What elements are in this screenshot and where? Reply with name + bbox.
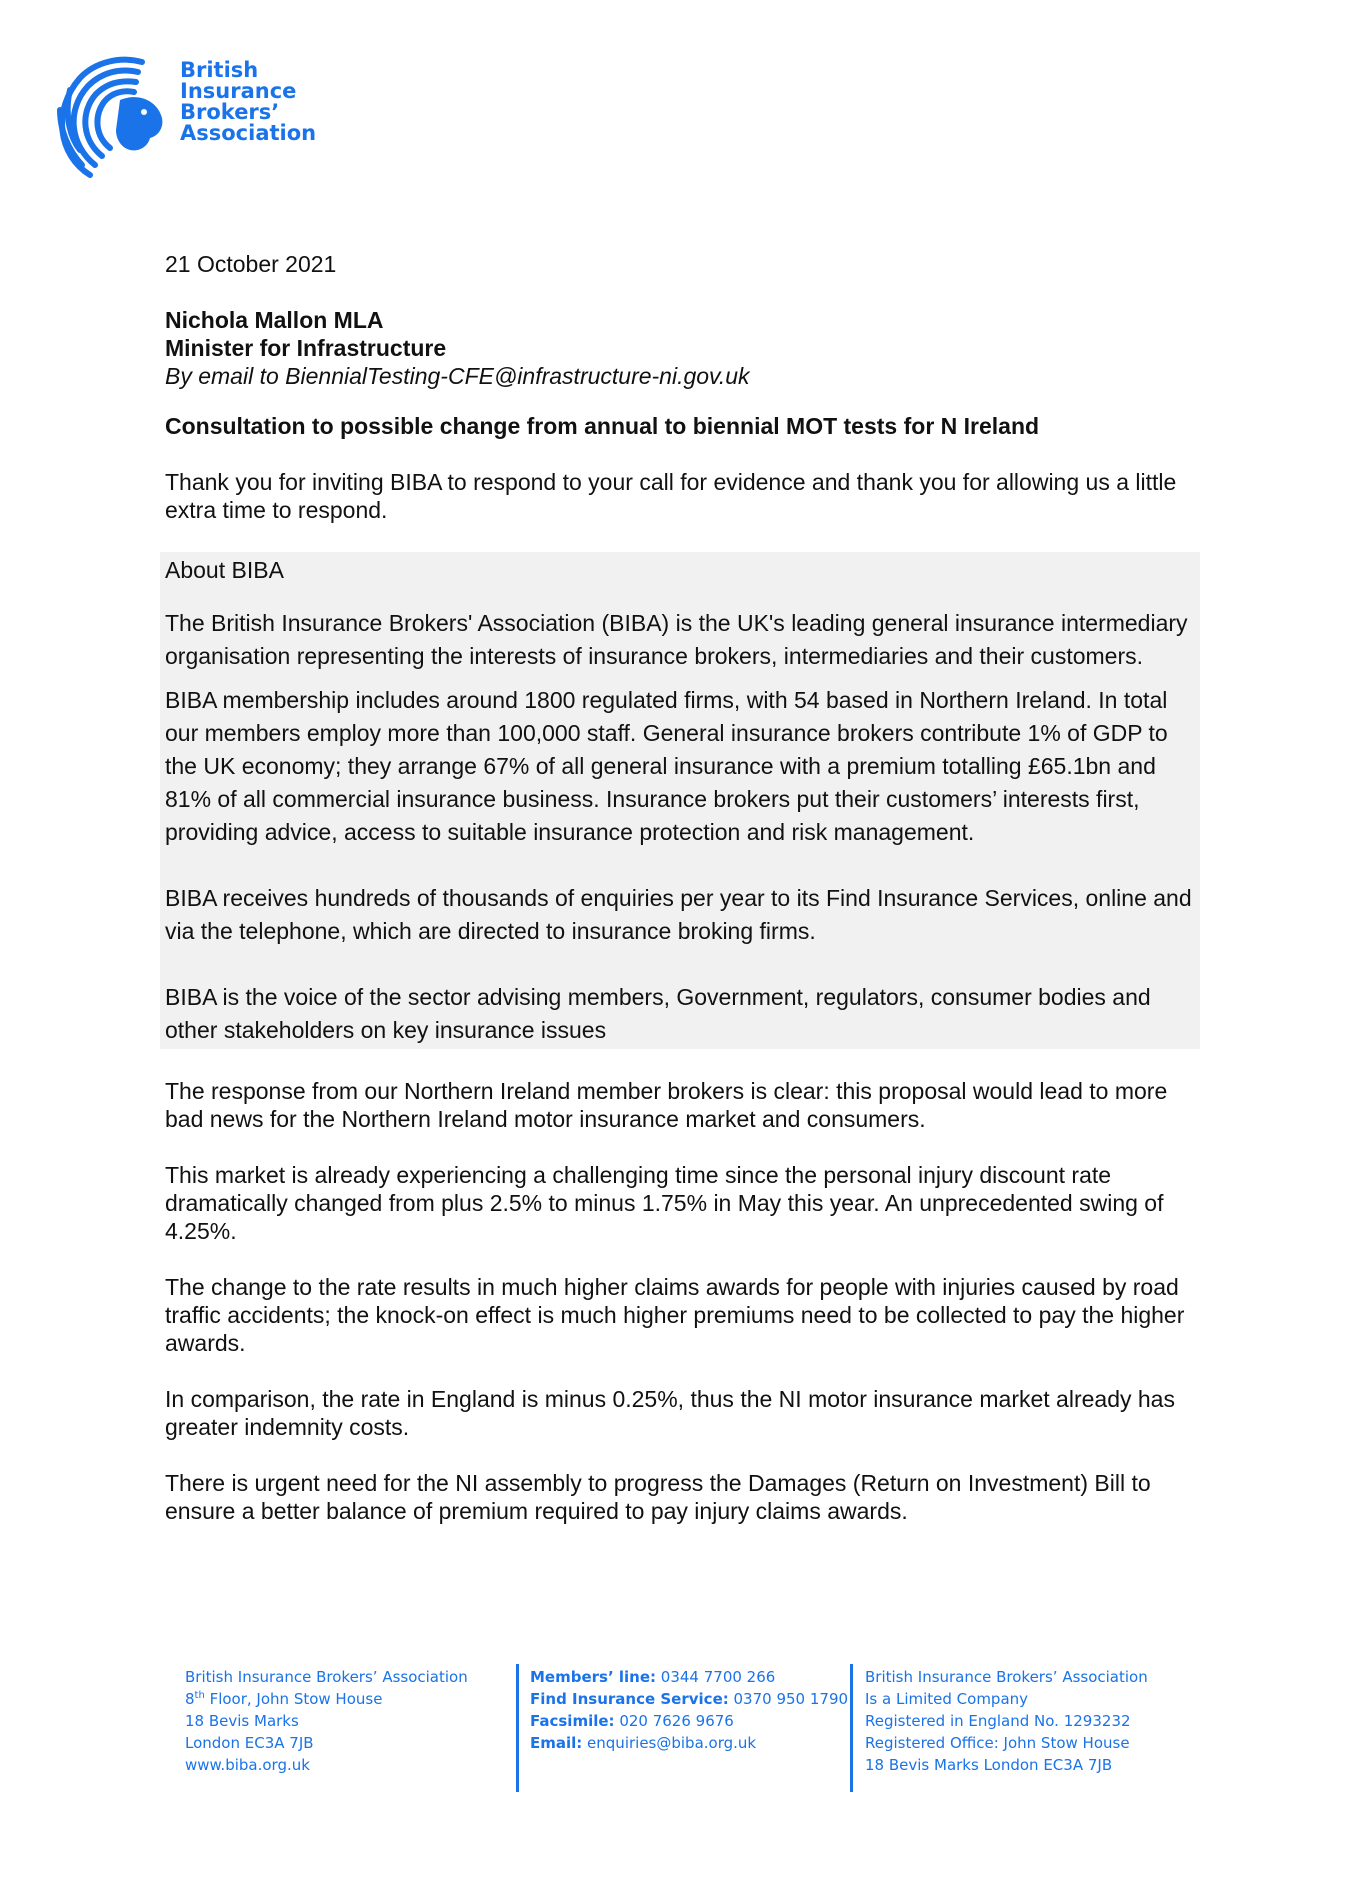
delivery-line: By email to BiennialTesting-CFE@infrastructure-ni.gov.uk [165, 363, 750, 389]
footer-address [185, 1666, 468, 1776]
about-paragraph: The British Insurance Brokers' Association (BIBA) is the UK's leading general insurance intermediary organisation representing the interests of insurance brokers, intermediaries and their customers. [165, 610, 1188, 669]
floor-number: 8 [185, 1690, 195, 1708]
letter-subject: Consultation to possible change from annual to biennial MOT tests for N Ireland [165, 413, 1040, 439]
footer-line: 18 Bevis Marks London EC3A 7JB [865, 1756, 1113, 1774]
footer-line: British Insurance Brokers’ Association [185, 1668, 468, 1686]
floor-rest: Floor, John Stow House [204, 1690, 383, 1708]
about-heading: About BIBA [165, 557, 284, 583]
footer-line [530, 1710, 848, 1732]
logo-line: Brokers’ [180, 100, 280, 124]
recipient-title: Minister for Infrastructure [165, 335, 447, 361]
footer-contacts [530, 1666, 848, 1754]
about-paragraph: BIBA receives hundreds of thousands of enquiries per year to its Find Insurance Services, online and via the telephone, which are directed to insurance broking firms. [165, 885, 1192, 944]
logo-wordmark [180, 60, 316, 144]
email-label: Email: [530, 1734, 583, 1752]
footer-line: 18 Bevis Marks [185, 1712, 299, 1730]
members-line-value: 0344 7700 266 [656, 1668, 776, 1686]
footer-registration [865, 1666, 1148, 1776]
body-paragraph: The change to the rate results in much higher claims awards for people with injuries caused by road traffic accidents; the knock-on effect is much higher premiums need to be collected to pay the higher awards. [165, 1274, 1185, 1356]
footer-divider [850, 1664, 853, 1792]
letter-footer [185, 1666, 1185, 1796]
members-line-label: Members’ line: [530, 1668, 657, 1686]
letter-body [165, 250, 1195, 1553]
about-biba-box [160, 552, 1200, 1049]
footer-line: Registered Office: John Stow House [865, 1734, 1130, 1752]
logo-line: Insurance [180, 79, 297, 103]
recipient-block [165, 306, 1195, 390]
body-paragraph: There is urgent need for the NI assembly to progress the Damages (Return on Investment) Bill to ensure a better balance of premium required to pay injury claims awards. [165, 1470, 1151, 1524]
footer-website-link[interactable]: www.biba.org.uk [185, 1756, 310, 1774]
intro-paragraph: Thank you for inviting BIBA to respond to your call for evidence and thank you for allowing us a little extra time to respond. [165, 469, 1177, 523]
find-insurance-value: 0370 950 1790 [728, 1690, 849, 1708]
footer-line: Is a Limited Company [865, 1690, 1029, 1708]
about-paragraph: BIBA membership includes around 1800 regulated firms, with 54 based in Northern Ireland. In total our members employ more than 100,000 staff. General insurance brokers contribute 1% of GDP to the UK economy; they arrange 67% of all general insurance with a premium totalling £65.1bn and 81% of all commercial insurance business. Insurance brokers put their customers’ interests first, providing advice, access to suitable insurance protection and risk management. [165, 687, 1168, 845]
footer-line: British Insurance Brokers’ Association [865, 1668, 1148, 1686]
biba-logo [50, 50, 350, 190]
footer-line [530, 1732, 848, 1754]
facsimile-label: Facsimile: [530, 1712, 615, 1730]
body-paragraph: This market is already experiencing a challenging time since the personal injury discount rate dramatically changed from plus 2.5% to minus 1.75% in May this year. An unprecedented swing of 4.25%. [165, 1162, 1164, 1244]
footer-line [530, 1666, 848, 1688]
about-paragraph: BIBA is the voice of the sector advising members, Government, regulators, consumer bodies and other stakeholders on key insurance issues [165, 984, 1151, 1043]
email-link[interactable]: enquiries@biba.org.uk [582, 1734, 757, 1752]
footer-line: Registered in England No. 1293232 [865, 1712, 1131, 1730]
lion-head-icon [50, 50, 175, 185]
footer-divider [516, 1664, 519, 1792]
footer-line [185, 1688, 468, 1710]
letter-date: 21 October 2021 [165, 251, 337, 277]
footer-line: London EC3A 7JB [185, 1734, 314, 1752]
footer-line [530, 1688, 848, 1710]
floor-suffix: th [194, 1690, 205, 1701]
body-paragraph: The response from our Northern Ireland member brokers is clear: this proposal would lead to more bad news for the Northern Ireland motor insurance market and consumers. [165, 1078, 1168, 1132]
recipient-name: Nichola Mallon MLA [165, 307, 384, 333]
facsimile-value: 020 7626 9676 [614, 1712, 734, 1730]
body-paragraph: In comparison, the rate in England is minus 0.25%, thus the NI motor insurance market already has greater indemnity costs. [165, 1386, 1175, 1440]
find-insurance-label: Find Insurance Service: [530, 1690, 729, 1708]
logo-line: Association [180, 121, 317, 145]
logo-line: British [180, 58, 259, 82]
